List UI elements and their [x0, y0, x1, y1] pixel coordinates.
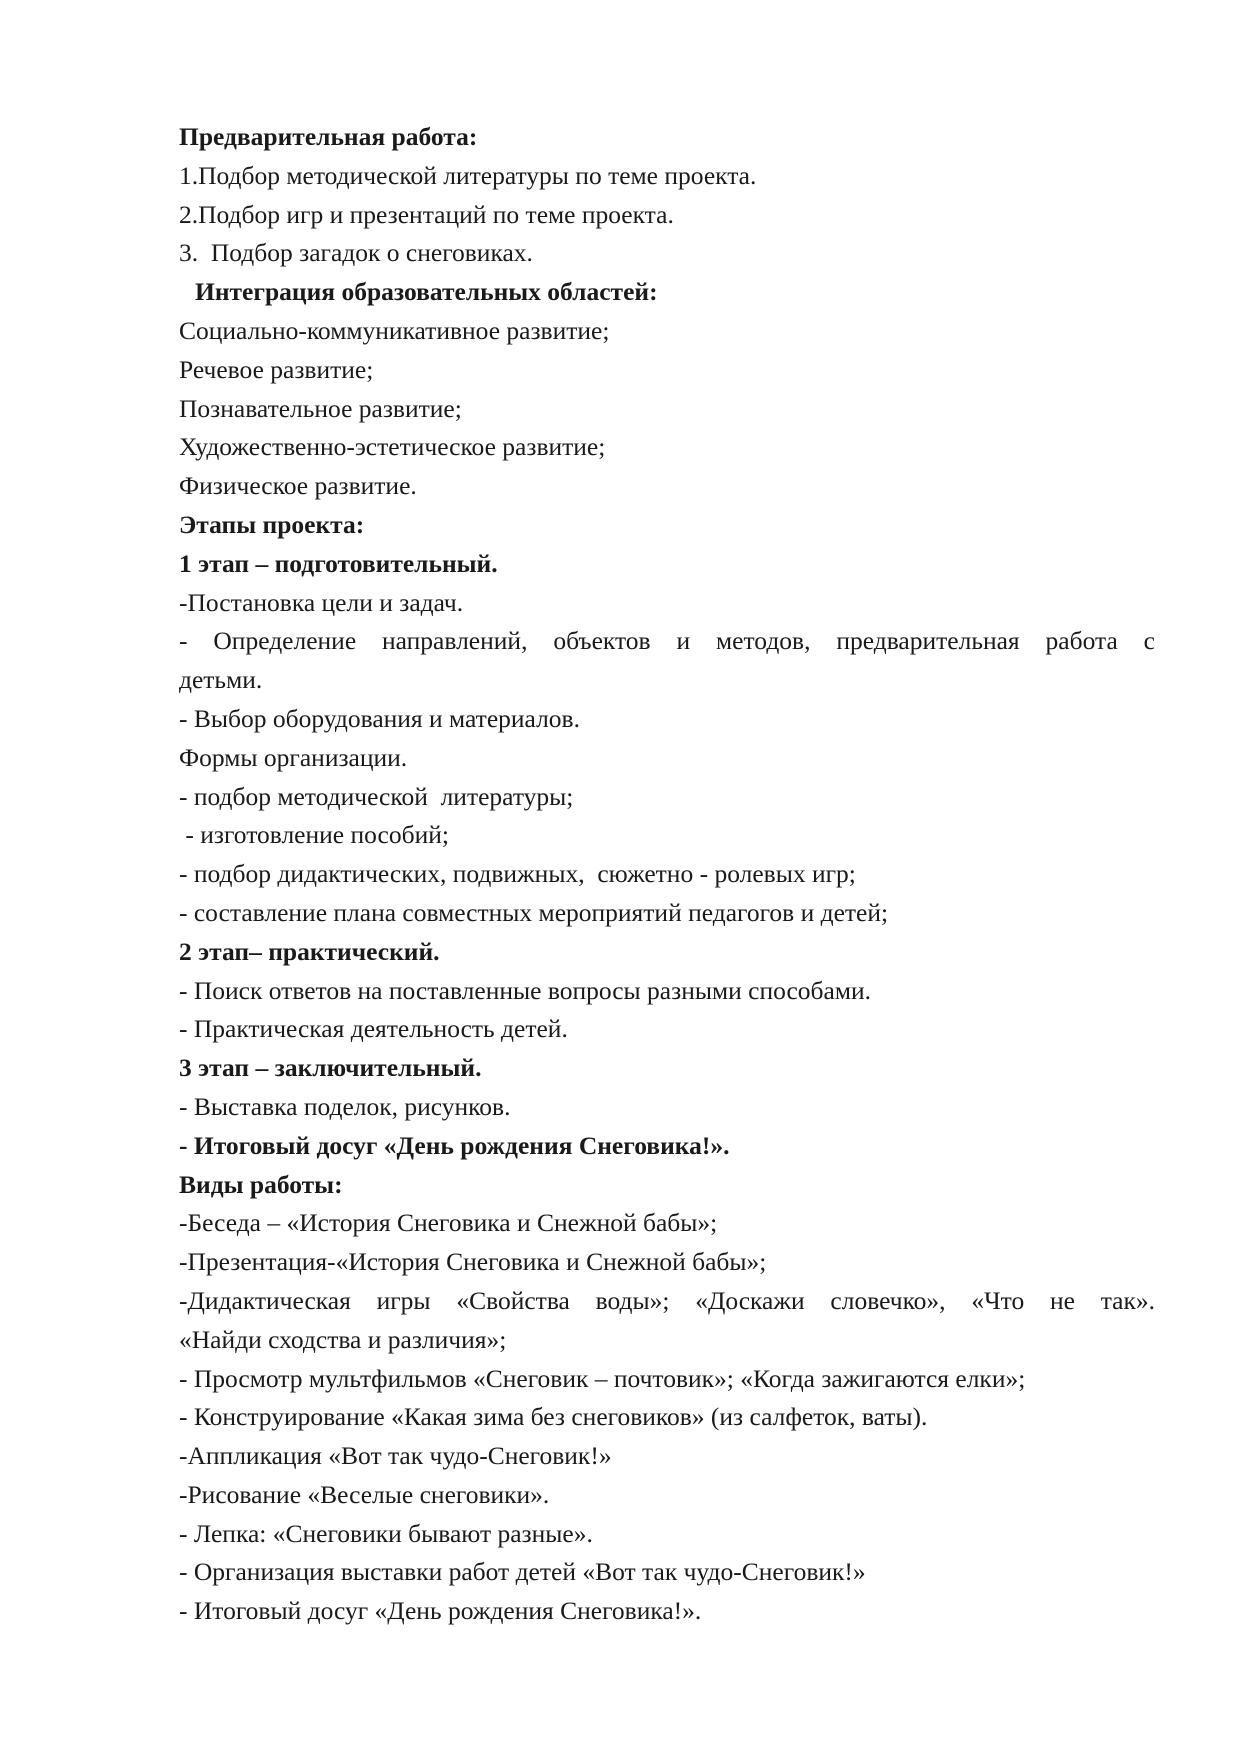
stages-heading: Этапы проекта: [179, 509, 365, 539]
work-types-item: -Дидактическая игры «Свойства воды»; «Доскажи словечко», «Что не так». [179, 1285, 1155, 1315]
stage1-item: - Выбор оборудования и материалов. [179, 703, 580, 733]
stage2-item: - Поиск ответов на поставленные вопросы разными способами. [179, 975, 871, 1005]
preliminary-item: 3. Подбор загадок о снеговиках. [179, 238, 533, 268]
stage2-item: - Практическая деятельность детей. [179, 1014, 568, 1044]
preliminary-heading: Предварительная работа: [179, 122, 478, 151]
stage1-title: 1 этап – подготовительный. [179, 548, 498, 578]
work-types-item: - Конструирование «Какая зима без снеговиков» (из салфеток, ваты). [179, 1402, 928, 1432]
integration-item: Физическое развитие. [179, 471, 417, 501]
integration-item: Художественно-эстетическое развитие; [179, 432, 606, 462]
stage1-item: - Определение направлений, объектов и методов, предварительная работа с [179, 626, 1155, 656]
stage1-item: -Постановка цели и задач. [179, 587, 464, 617]
stage1-item: детьми. [179, 665, 263, 695]
stage2-title: 2 этап– практический. [179, 936, 440, 966]
forms-item: - изготовление пособий; [179, 820, 449, 850]
stage3-item: - Выставка поделок, рисунков. [179, 1091, 511, 1121]
forms-item: - подбор дидактических, подвижных, сюжетно - ролевых игр; [179, 859, 856, 889]
work-types-heading: Виды работы: [179, 1169, 343, 1199]
work-types-item: - Итоговый досуг «День рождения Снеговика!». [179, 1596, 702, 1626]
forms-label: Формы организации. [179, 742, 408, 772]
stage3-title: 3 этап – заключительный. [179, 1053, 482, 1083]
forms-item: - составление плана совместных мероприятий педагогов и детей; [179, 897, 889, 927]
integration-item: Речевое развитие; [179, 354, 374, 384]
integration-item: Социально-коммуникативное развитие; [179, 315, 610, 345]
work-types-item: -Презентация-«История Снеговика и Снежной бабы»; [179, 1247, 767, 1277]
integration-item: Познавательное развитие; [179, 393, 462, 423]
work-types-item: - Лепка: «Снеговики бывают разные». [179, 1518, 593, 1548]
work-types-item: - Организация выставки работ детей «Вот так чудо-Снеговик!» [179, 1557, 866, 1587]
preliminary-item: 1.Подбор методической литературы по теме проекта. [179, 160, 757, 190]
preliminary-item: 2.Подбор игр и презентаций по теме проекта. [179, 199, 674, 229]
integration-heading: Интеграция образовательных областей: [195, 277, 658, 307]
work-types-item: -Аппликация «Вот так чудо-Снеговик!» [179, 1441, 612, 1471]
forms-item: - подбор методической литературы; [179, 781, 574, 811]
stage3-final-event: - Итоговый досуг «День рождения Снеговика!». [179, 1130, 730, 1160]
work-types-item: «Найди сходства и различия»; [179, 1324, 507, 1354]
document-body [179, 118, 1155, 1631]
work-types-item: - Просмотр мультфильмов «Снеговик – почтовик»; «Когда зажигаются елки»; [179, 1363, 1026, 1393]
work-types-item: -Беседа – «История Снеговика и Снежной бабы»; [179, 1208, 718, 1238]
work-types-item: -Рисование «Веселые снеговики». [179, 1479, 550, 1509]
